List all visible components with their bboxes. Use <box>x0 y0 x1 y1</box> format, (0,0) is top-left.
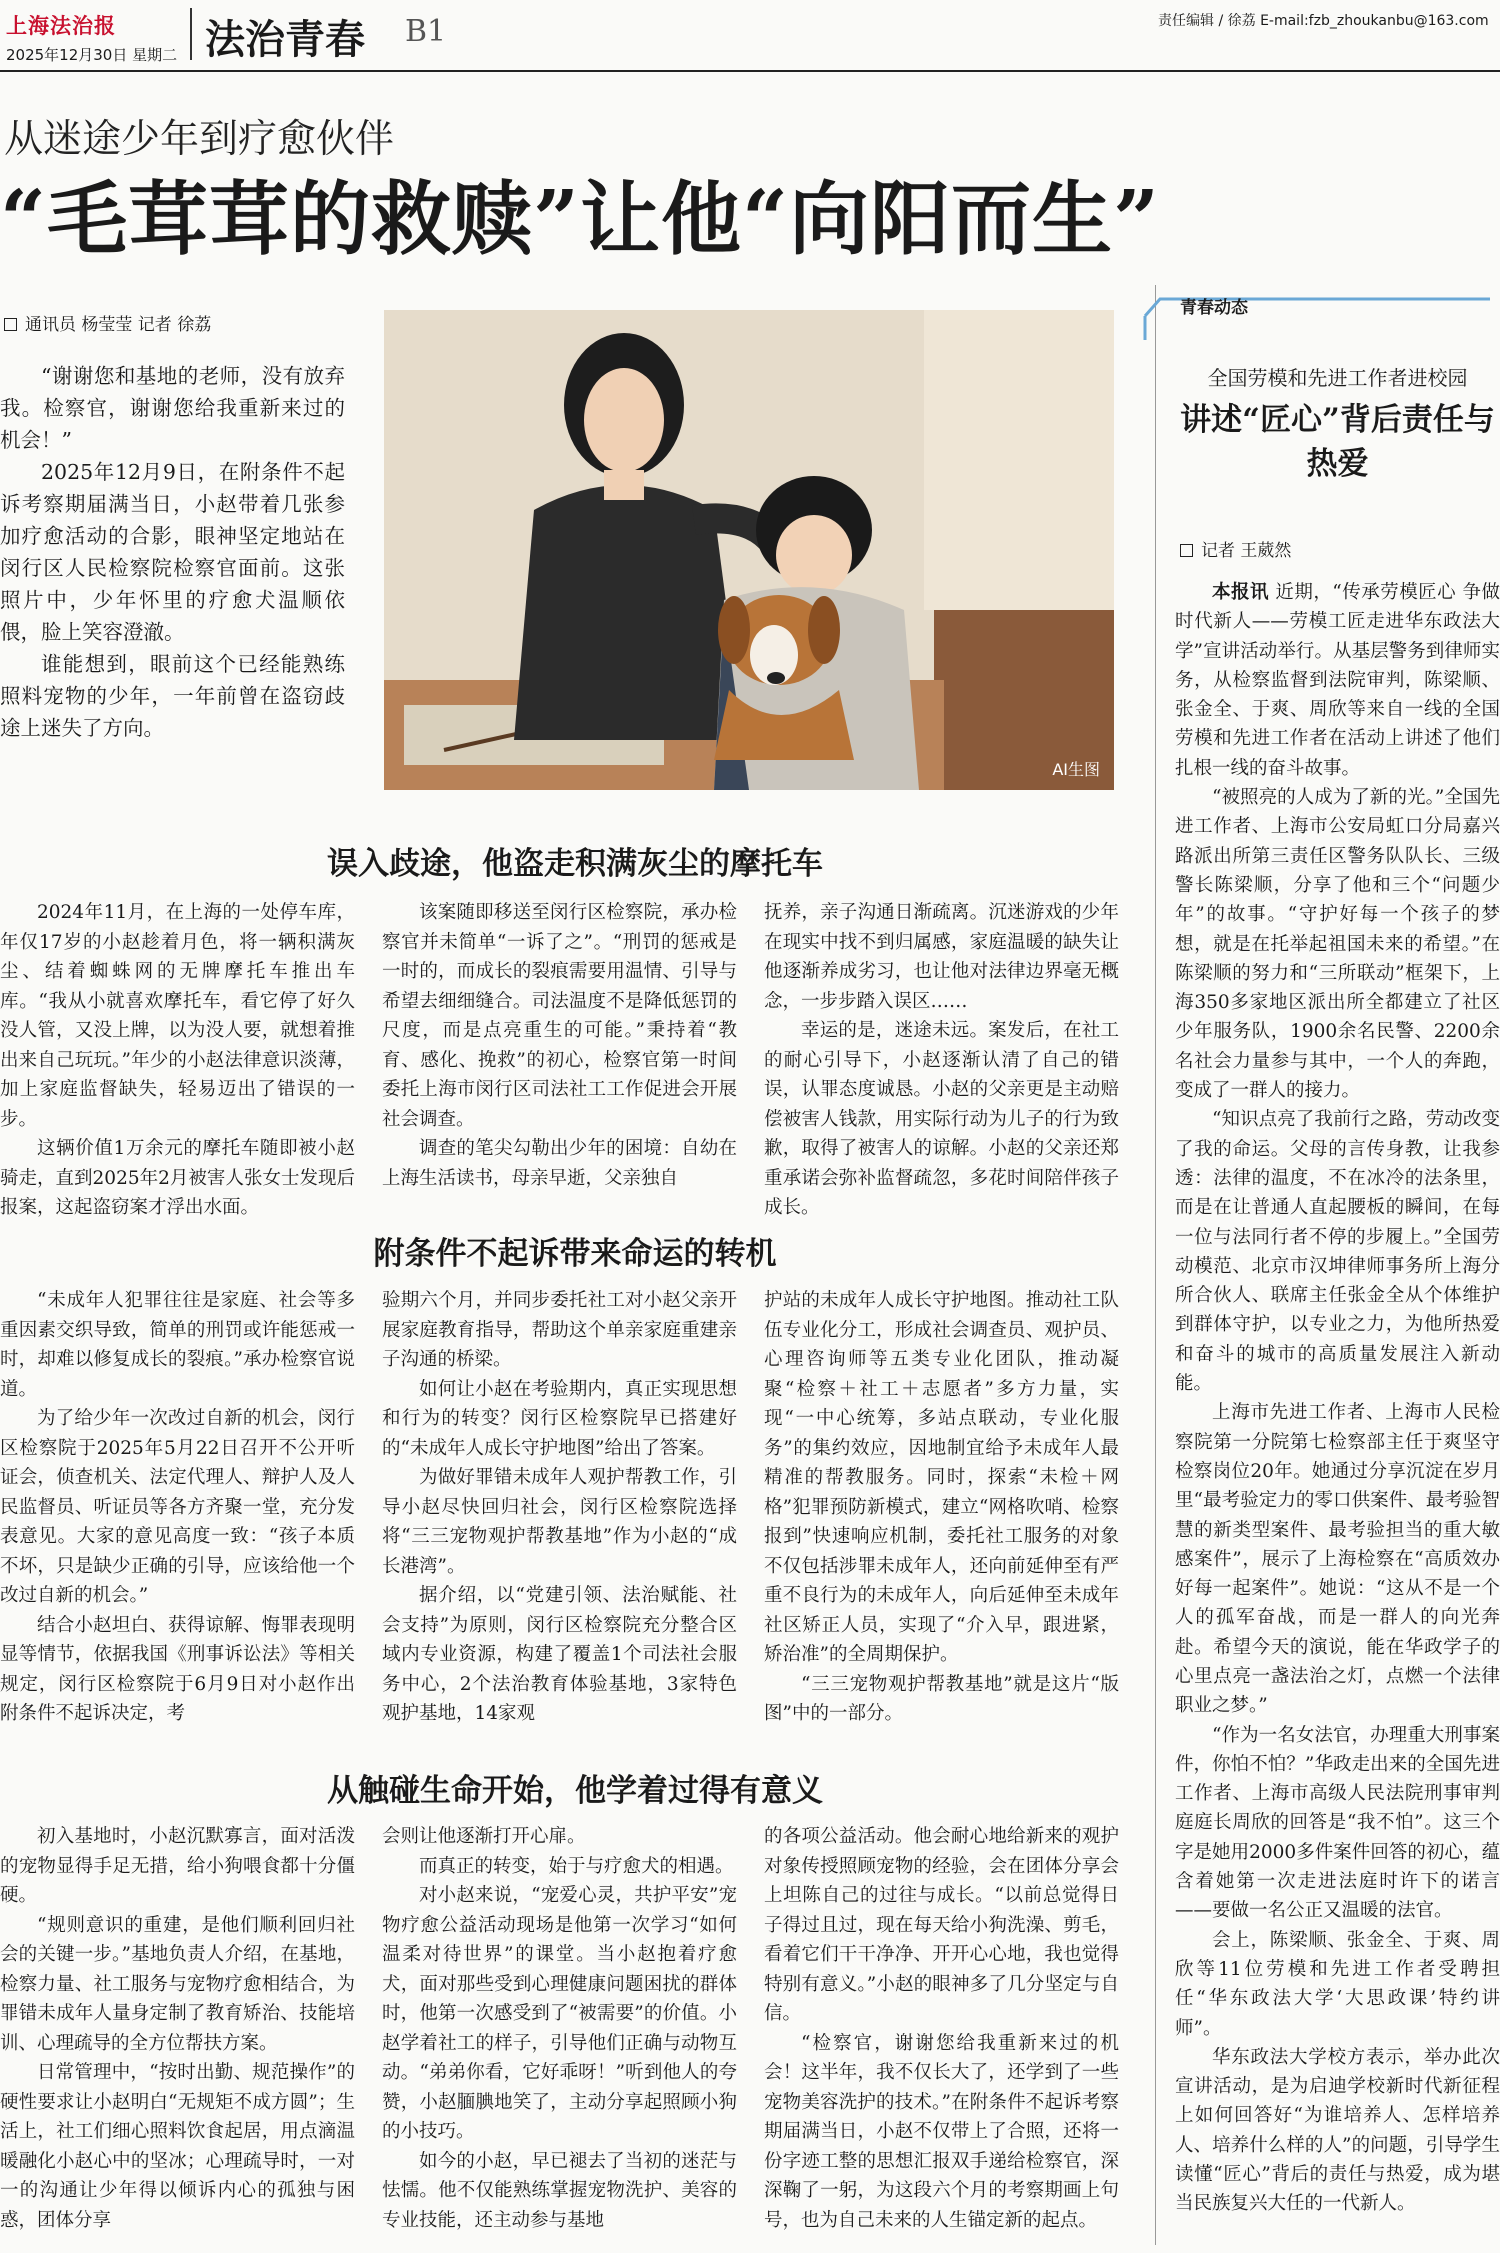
section-heading: 附条件不起诉带来命运的转机 <box>373 1236 777 1272</box>
paragraph: 该案随即移送至闵行区检察院，承办检察官并未简单“一诉了之”。“刑罚的惩戒是一时的，而成长的裂痕需要用温情、引导与希望去细细缝合。司法温度不是降低惩罚的尺度，而是点亮重生的可能。”秉持着“教育、感化、挽救”的初心，检察官第一时间委托上海市闵行区司法社工工作促进会开展社会调查。 <box>382 902 737 1130</box>
paragraph: 如今的小赵，早已褪去了当初的迷茫与怯懦。他不仅能熟练掌握宠物洗护、美容的专业技能，还主动参与基地 <box>382 2150 737 2231</box>
sidebar-header: 青春动态 <box>1180 298 1248 318</box>
byline-text: 通讯员 杨莹莹 记者 徐荔 <box>25 315 212 335</box>
paragraph: 初入基地时，小赵沉默寡言，面对活泼的宠物显得手足无措，给小狗喂食都十分僵硬。 <box>0 1826 355 1906</box>
header-rule <box>0 70 1500 72</box>
paragraph: “作为一名女法官，办理重大刑事案件，你怕不怕？”华政走出来的全国先进工作者、上海市高级人民法院刑事审判庭庭长周欣的回答是“我不怕”。这三个字是她用2000多件案件回答的初心，蕴含着她第一次走进法庭时许下的诺言——要做一名公正又温暖的法官。 <box>1175 1724 1500 1922</box>
article-headline: “毛茸茸的救赎”让他“向阳而生” <box>0 172 1161 266</box>
article-column <box>0 1822 355 2235</box>
paragraph: 而真正的转变，始于与疗愈犬的相遇。 <box>419 1855 734 1877</box>
paragraph: 的各项公益活动。他会耐心地给新来的观护对象传授照顾宠物的经验，会在团体分享会上坦陈自己的过往与成长。“以前总觉得日子得过且过，现在每天给小狗洗澡、剪毛，看着它们干干净净、开开心心地，我也觉得特别有意义。”小赵的眼神多了几分坚定与自信。 <box>764 1826 1119 2024</box>
article-byline <box>4 310 211 335</box>
editor-info: 责任编辑 / 徐荔 E-mail:fzb_zhoukanbu@163.com <box>1158 13 1489 29</box>
byline-text: 记者 王葳然 <box>1201 541 1292 561</box>
paragraph: “规则意识的重建，是他们顺利回归社会的关键一步。”基地负责人介绍，在基地，检察力量、社工服务与宠物疗愈相结合，为罪错未成年人量身定制了教育矫治、技能培训、心理疏导的全方位帮扶方案。 <box>0 1914 355 2054</box>
paragraph: 为做好罪错未成年人观护帮教工作，引导小赵尽快回归社会，闵行区检察院选择将“三三宠物观护帮教基地”作为小赵的“成长港湾”。 <box>382 1467 737 1577</box>
article-column <box>0 1286 355 1729</box>
paragraph: 对小赵来说，“宠爱心灵，共护平安”宠物疗愈公益活动现场是他第一次学习“如何温柔对待世界”的课堂。当小赵抱着疗愈犬，面对那些受到心理健康问题困扰的群体时，他第一次感受到了“被需要”的价值。小赵学着社工的样子，引导他们正确与动物互动。“弟弟你看，它好乖呀！”听到他人的夸赞，小赵腼腆地笑了，主动分享起照顾小狗的小技巧。 <box>382 1885 737 2142</box>
image-credit: AI生图 <box>1052 760 1100 779</box>
paragraph-text: 近期，“传承劳模匠心 争做时代新人——劳模工匠走进华东政法大学”宣讲活动举行。从基层警务到律师实务，从检察监督到法院审判，陈梁顺、张金全、于爽、周欣等来自一线的全国劳模和先进工作者在活动上讲述了他们扎根一线的奋斗故事。 <box>1175 582 1500 779</box>
paragraph: “检察官，谢谢您给我重新来过的机会！这半年，我不仅长大了，还学到了一些宠物美容洗护的技术。”在附条件不起诉考察期届满当日，小赵不仅带上了合照，还将一份字迹工整的思想汇报双手递给检察官，深深鞠了一躬，为这段六个月的考察期画上句号，也为自己未来的人生锚定新的起点。 <box>764 2032 1119 2231</box>
article-column <box>764 898 1119 1223</box>
paragraph: “知识点亮了我前行之路，劳动改变了我的命运。父母的言传身教，让我参透：法律的温度，不在冰冷的法条里，而是在让普通人直起腰板的瞬间，在每一位与法同行者不停的步履上。”全国劳动模范、北京市汉坤律师事务所上海分所合伙人、联席主任张金全从个体维护到群体守护，以专业之力，为他所热爱和奋斗的城市的高质量发展注入新动能。 <box>1175 1109 1500 1395</box>
article-column <box>0 898 355 1223</box>
paragraph: 护站的未成年人成长守护地图。推动社工队伍专业化分工，形成社会调查员、观护员、心理咨询师等五类专业化团队，推动凝聚“检察＋社工＋志愿者”多方力量，实现“一中心统筹，多站点联动，专业化服务”的集约效应，因地制宜给予未成年人最精准的帮教服务。同时，探索“未检＋网格”犯罪预防新模式，建立“网格吹哨、检察报到”快速响应机制，委托社工服务的对象不仅包括涉罪未成年人，还向前延伸至有严重不良行为的未成年人，向后延伸至未成年社区矫正人员，实现了“介入早，跟进紧，矫治准”的全周期保护。 <box>764 1290 1119 1665</box>
sidebar-kicker: 全国劳模和先进工作者进校园 <box>1207 366 1468 390</box>
section-title: 法治青春 <box>205 17 365 63</box>
paragraph: 据介绍，以“党建引领、法治赋能、社会支持”为原则，闵行区检察院充分整合区域内专业资源，构建了覆盖1个司法社会服务中心，2个法治教育体验基地，3家特色观护基地，14家观 <box>382 1585 737 1724</box>
section-heading: 误入歧途，他盗走积满灰尘的摩托车 <box>327 846 823 882</box>
lead-label: 本报讯 <box>1212 582 1269 603</box>
newspaper-logo: 上海法治报 <box>6 13 116 38</box>
paragraph: “未成年人犯罪往往是家庭、社会等多重因素交织导致，简单的刑罚或许能惩戒一时，却难以修复成长的裂痕。”承办检察官说道。 <box>0 1290 355 1400</box>
article-column <box>382 1286 737 1729</box>
sidebar-byline <box>1180 536 1291 561</box>
paragraph: 2024年11月，在上海的一处停车库，年仅17岁的小赵趁着月色，将一辆积满灰尘、结着蜘蛛网的无牌摩托车推出车库。“我从小就喜欢摩托车，看它停了好久没人管，又没上牌，以为没人要，就想着推出来自己玩玩。”年少的小赵法律意识淡薄，加上家庭监督缺失，轻易迈出了错误的一步。 <box>0 902 355 1130</box>
article-column <box>382 898 737 1193</box>
article-column <box>382 1822 737 2235</box>
byline-box-icon <box>4 318 17 331</box>
paragraph: 结合小赵坦白、获得谅解、悔罪表现明显等情节，依据我国《刑事诉讼法》等相关规定，闵行区检察院于6月9日对小赵作出附条件不起诉决定，考 <box>0 1614 355 1724</box>
article-lead <box>0 360 345 744</box>
paragraph: 会上，陈梁顺、张金全、于爽、周欣等11位劳模和先进工作者受聘担任“华东政法大学‘大思政课’特约讲师”。 <box>1175 1929 1500 2039</box>
paragraph: 华东政法大学校方表示，举办此次宣讲活动，是为启迪学校新时代新征程上如何回答好“为谁培养人、怎样培养人、培养什么样的人”的问题，引导学生读懂“匠心”背后的责任与热爱，成为堪当民族复兴大任的一代新人。 <box>1175 2046 1500 2215</box>
lead-paragraph: 谁能想到，眼前这个已经能熟练照料宠物的少年，一年前曾在盗窃歧途上迷失了方向。 <box>0 652 345 740</box>
paragraph: 如何让小赵在考验期内，真正实现思想和行为的转变？闵行区检察院早已搭建好的“未成年人成长守护地图”给出了答案。 <box>382 1378 737 1459</box>
sidebar-body <box>1175 578 1500 2219</box>
paragraph: 幸运的是，迷途未远。案发后，在社工的耐心引导下，小赵逐渐认清了自己的错误，认罪态度诚恳。小赵的父亲更是主动赔偿被害人钱款，用实际行动为儿子的行为致歉，取得了被害人的谅解。小赵的父亲还郑重承诺会弥补监督疏忽，多花时间陪伴孩子成长。 <box>764 1020 1119 1218</box>
article-column <box>764 1286 1119 1729</box>
paragraph: 为了给少年一次改过自新的机会，闵行区检察院于2025年5月22日召开不公开听证会，侦查机关、法定代理人、辩护人及人民监督员、听证员等各方齐聚一堂，充分发表意见。大家的意见高度一致：“孩子本质不坏，只是缺少正确的引导，应该给他一个改过自新的机会。” <box>0 1408 355 1606</box>
issue-date: 2025年12月30日 星期二 <box>6 46 178 64</box>
sidebar-title: 讲述“匠心”背后责任与热爱 <box>1180 402 1495 482</box>
masthead-divider <box>190 8 192 60</box>
article-illustration <box>384 310 1114 790</box>
lead-paragraph: “谢谢您和基地的老师，没有放弃我。检察官，谢谢您给我重新来过的机会！” <box>0 364 345 452</box>
paragraph: “三三宠物观护帮教基地”就是这片“版图”中的一部分。 <box>764 1673 1119 1724</box>
paragraph: 调查的笔尖勾勒出少年的困境：自幼在上海生活读书，母亲早逝，父亲独自 <box>382 1138 737 1189</box>
article-kicker: 从迷途少年到疗愈伙伴 <box>4 117 395 162</box>
illustration-svg <box>384 310 1114 790</box>
paragraph: 会则让他逐渐打开心扉。 <box>382 1826 586 1847</box>
section-heading: 从触碰生命开始，他学着过得有意义 <box>327 1773 823 1809</box>
paragraph: “被照亮的人成为了新的光。”全国先进工作者、上海市公安局虹口分局嘉兴路派出所第三责任区警务队队长、三级警长陈梁顺，分享了他和三个“问题少年”的故事。“守护好每一个孩子的梦想，就是在托举起祖国未来的希望。”在陈梁顺的努力和“三所联动”框架下，上海350多家地区派出所全都建立了社区少年服务队，1900余名民警、2200余名社会力量参与其中，一个人的奔跑，变成了一群人的接力。 <box>1175 787 1500 1102</box>
column-divider <box>1155 285 1156 2245</box>
page-number: B1 <box>405 14 447 49</box>
paragraph: 抚养，亲子沟通日渐疏离。沉迷游戏的少年在现实中找不到归属感，家庭温暖的缺失让他逐渐养成劣习，也让他对法律边界毫无概念，一步步踏入误区…… <box>764 902 1119 1012</box>
paragraph <box>1175 578 1500 783</box>
paragraph: 日常管理中，“按时出勤、规范操作”的硬性要求让小赵明白“无规矩不成方圆”；生活上，社工们细心照料饮食起居，用点滴温暖融化小赵心中的坚冰；心理疏导时，一对一的沟通让少年得以倾诉内心的孤独与困惑，团体分享 <box>0 2062 355 2231</box>
lead-paragraph: 2025年12月9日，在附条件不起诉考察期届满当日，小赵带着几张参加疗愈活动的合影，眼神坚定地站在闵行区人民检察院检察官面前。这张照片中，少年怀里的疗愈犬温顺依偎，脸上笑容澄澈。 <box>0 460 345 644</box>
article-column <box>764 1822 1119 2235</box>
paragraph: 验期六个月，并同步委托社工对小赵父亲开展家庭教育指导，帮助这个单亲家庭重建亲子沟通的桥梁。 <box>382 1290 737 1370</box>
paragraph: 这辆价值1万余元的摩托车随即被小赵骑走，直到2025年2月被害人张女士发现后报案，这起盗窃案才浮出水面。 <box>0 1138 355 1218</box>
paragraph: 上海市先进工作者、上海市人民检察院第一分院第七检察部主任于爽坚守检察岗位20年。她通过分享沉淀在岁月里“最考验定力的零口供案件、最考验智慧的新类型案件、最考验担当的重大敏感案件”，展示了上海检察在“高质效办好每一起案件”。她说：“这从不是一个人的孤军奋战，而是一群人的向光奔赴。希望今天的演说，能在华政学子的心里点亮一盏法治之灯，点燃一个法律职业之梦。” <box>1175 1402 1500 1717</box>
byline-box-icon <box>1180 544 1193 557</box>
